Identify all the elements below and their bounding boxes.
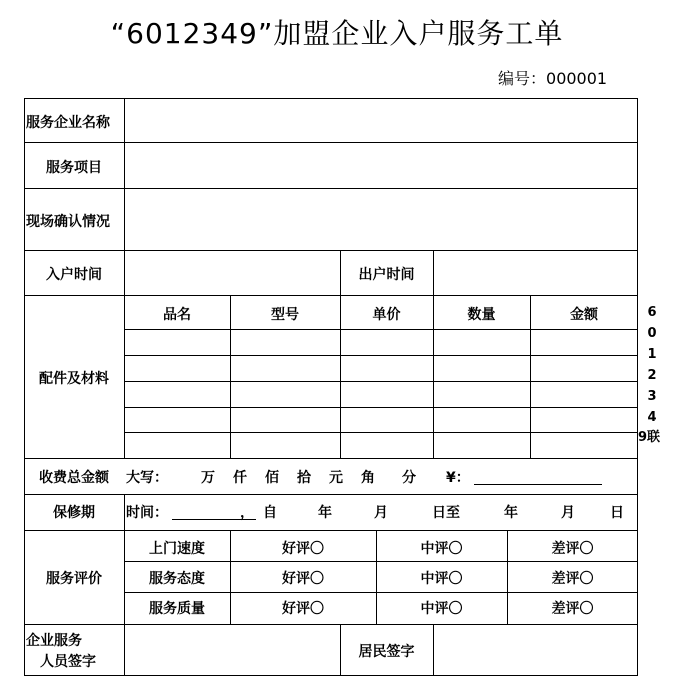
eval-neutral-option[interactable]: 中评〇 bbox=[420, 601, 463, 617]
warranty-month-2: 月 bbox=[561, 505, 575, 521]
label-service-item: 服务项目 bbox=[46, 160, 102, 176]
eval-item-speed: 上门速度 bbox=[149, 541, 205, 557]
row-line bbox=[24, 624, 638, 625]
side-code-char: 3 bbox=[647, 388, 657, 404]
parts-row-line bbox=[124, 432, 638, 433]
label-staff-sign-1: 企业服务 bbox=[26, 633, 82, 649]
side-code-char: 4 bbox=[647, 409, 657, 425]
side-code-char: 9联 bbox=[638, 430, 661, 446]
label-staff-sign-2: 人员签字 bbox=[40, 654, 96, 670]
row-line bbox=[24, 494, 638, 495]
warranty-from: 自 bbox=[263, 505, 277, 521]
sign-divider bbox=[433, 624, 434, 676]
fee-amount-line[interactable] bbox=[474, 484, 602, 485]
parts-row-line bbox=[124, 381, 638, 382]
eval-neutral-option[interactable]: 中评〇 bbox=[420, 571, 463, 587]
side-copy-code bbox=[638, 303, 661, 449]
serial-label: 编号： bbox=[498, 69, 547, 88]
parts-header-name: 品名 bbox=[163, 307, 191, 323]
fee-unit-wan: 万 bbox=[201, 470, 215, 486]
time-divider bbox=[433, 250, 434, 295]
eval-good-option[interactable]: 好评〇 bbox=[282, 541, 324, 557]
fee-prefix: 大写： bbox=[126, 470, 168, 486]
label-service-eval: 服务评价 bbox=[46, 571, 102, 587]
fee-currency: ¥： bbox=[446, 470, 470, 486]
eval-bad-option[interactable]: 差评〇 bbox=[551, 601, 594, 617]
warranty-time-label: 时间： bbox=[126, 505, 168, 521]
side-code-char: 1 bbox=[647, 346, 657, 362]
side-code-char: 6 bbox=[647, 305, 657, 320]
parts-row-line bbox=[124, 355, 638, 356]
parts-header-amount: 金额 bbox=[570, 307, 598, 323]
warranty-year-1: 年 bbox=[318, 505, 332, 521]
side-code-char: 2 bbox=[647, 367, 657, 383]
label-parts-materials: 配件及材料 bbox=[39, 371, 109, 387]
row-line bbox=[24, 250, 638, 251]
fee-unit-shi: 拾 bbox=[297, 470, 311, 486]
fee-unit-bai: 佰 bbox=[265, 470, 279, 486]
warranty-year-2: 年 bbox=[504, 505, 518, 521]
eval-good-option[interactable]: 好评〇 bbox=[282, 601, 324, 617]
eval-row-line bbox=[124, 561, 638, 562]
row-line bbox=[24, 188, 638, 189]
eval-good-option[interactable]: 好评〇 bbox=[282, 571, 324, 587]
row-line bbox=[24, 295, 638, 296]
serial-number bbox=[498, 66, 607, 89]
warranty-comma: ， bbox=[240, 505, 254, 521]
parts-header-quantity: 数量 bbox=[467, 307, 496, 323]
side-code-char: 0 bbox=[647, 325, 657, 341]
eval-row-line bbox=[124, 592, 638, 593]
parts-row-line bbox=[124, 407, 638, 408]
row-line bbox=[24, 458, 638, 459]
row-line bbox=[24, 530, 638, 531]
label-entry-time: 入户时间 bbox=[46, 267, 102, 283]
label-column-line bbox=[124, 98, 125, 458]
eval-item-quality: 服务质量 bbox=[149, 601, 205, 617]
label-exit-time: 出户时间 bbox=[358, 267, 415, 283]
warranty-day-1: 日 bbox=[432, 505, 446, 521]
warranty-month-1: 月 bbox=[374, 505, 388, 521]
eval-item-attitude: 服务态度 bbox=[149, 571, 205, 587]
label-company-name: 服务企业名称 bbox=[26, 115, 110, 131]
fee-unit-yuan: 元 bbox=[329, 470, 343, 486]
fee-unit-qian: 仟 bbox=[233, 470, 247, 486]
label-resident-sign: 居民签字 bbox=[358, 644, 415, 660]
label-total-fee: 收费总金额 bbox=[39, 470, 109, 486]
label-warranty: 保修期 bbox=[53, 505, 95, 521]
fee-unit-jiao: 角 bbox=[361, 470, 375, 486]
fee-unit-fen: 分 bbox=[402, 470, 416, 486]
eval-neutral-option[interactable]: 中评〇 bbox=[420, 541, 463, 557]
warranty-day-2: 日 bbox=[610, 505, 624, 521]
warranty-to: 至 bbox=[446, 505, 460, 521]
parts-header-unit-price: 单价 bbox=[372, 307, 401, 323]
row-line bbox=[24, 142, 638, 143]
parts-header-model: 型号 bbox=[271, 307, 299, 323]
serial-value: 000001 bbox=[546, 69, 608, 88]
label-onsite-confirm: 现场确认情况 bbox=[26, 214, 110, 230]
eval-bad-option[interactable]: 差评〇 bbox=[551, 571, 594, 587]
parts-row-line bbox=[124, 329, 638, 330]
form-title: “6012349”加盟企业入户服务工单 bbox=[110, 17, 564, 50]
eval-bad-option[interactable]: 差评〇 bbox=[551, 541, 594, 557]
